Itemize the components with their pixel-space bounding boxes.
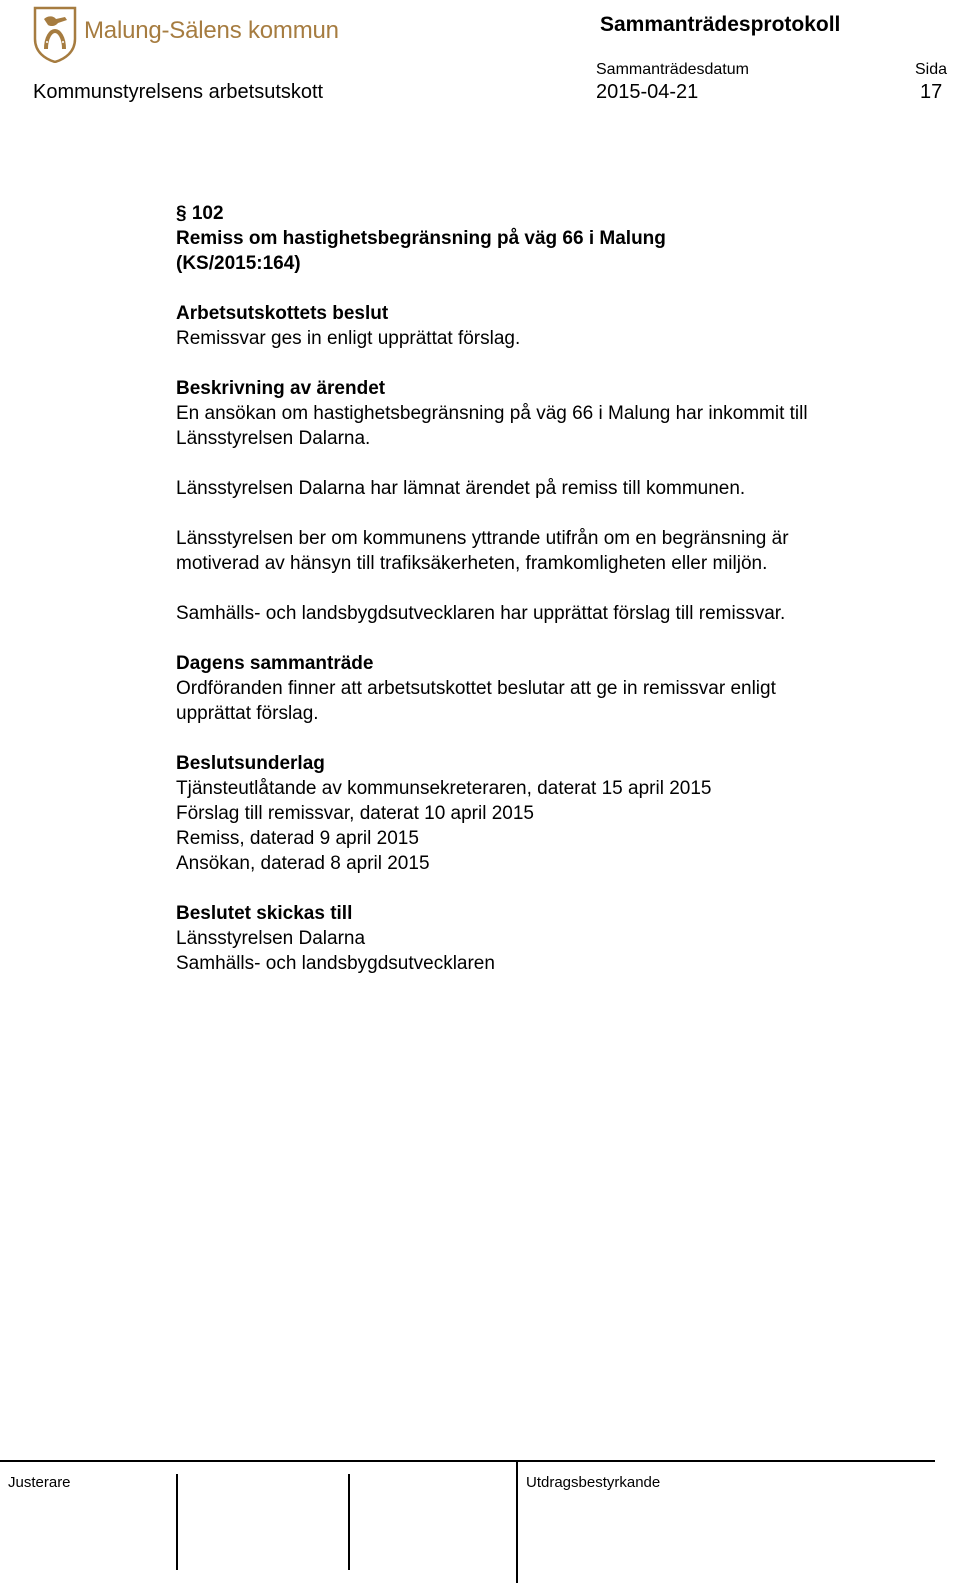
paragraph-number (176, 201, 936, 226)
extract-certification-label: Utdragsbestyrkande (526, 1474, 661, 1491)
meeting-date: 2015-04-21 (596, 81, 699, 103)
signature-footer (0, 1456, 960, 1583)
basis-heading: Beslutsunderlag (176, 753, 325, 774)
description-paragraph: Länsstyrelsen Dalarna har lämnat ärendet på remiss till kommunen. (176, 478, 746, 499)
logo-wordmark: Malung-Sälens kommun (84, 17, 339, 44)
description-line: motiverad av hänsyn till trafiksäkerheten, framkomligheten eller miljön. (176, 553, 768, 574)
section-number: 102 (191, 203, 224, 224)
body-name: Kommunstyrelsens arbetsutskott (33, 81, 324, 103)
minutes-section (176, 201, 936, 976)
description-paragraph: Samhälls- och landsbygdsutvecklaren har upprättat förslag till remissvar. (176, 603, 786, 624)
meeting-line: upprättat förslag. (176, 703, 319, 724)
description-line: En ansökan om hastighetsbegränsning på väg 66 i Malung har inkommit till (176, 403, 808, 424)
municipality-logo (32, 5, 339, 63)
signature-box-divider (176, 1474, 178, 1570)
document-type: Sammanträdesprotokoll (600, 13, 841, 36)
recipient: Länsstyrelsen Dalarna (176, 928, 366, 949)
case-id: (KS/2015:164) (176, 253, 301, 274)
adjuster-label: Justerare (8, 1474, 71, 1491)
meeting-heading: Dagens sammanträde (176, 653, 374, 674)
page-number: 17 (920, 81, 943, 103)
date-label: Sammanträdesdatum (596, 61, 749, 78)
basis-item: Förslag till remissvar, daterat 10 april 2015 (176, 803, 534, 824)
meeting-line: Ordföranden finner att arbetsutskottet beslutar att ge in remissvar enligt (176, 678, 776, 699)
signature-box-divider (348, 1474, 350, 1570)
paragraph-sign: § (176, 203, 187, 224)
coat-of-arms-icon (32, 5, 78, 63)
recipient: Samhälls- och landsbygdsutvecklaren (176, 953, 495, 974)
decision-text: Remissvar ges in enligt upprättat förslag. (176, 328, 521, 349)
decision-heading: Arbetsutskottets beslut (176, 303, 389, 324)
footer-top-rule (0, 1460, 935, 1462)
basis-item: Tjänsteutlåtande av kommunsekreteraren, daterat 15 april 2015 (176, 778, 712, 799)
description-heading: Beskrivning av ärendet (176, 378, 386, 399)
basis-item: Remiss, daterad 9 april 2015 (176, 828, 419, 849)
section-title: Remiss om hastighetsbegränsning på väg 66 i Malung (176, 228, 666, 249)
description-line: Länsstyrelsen Dalarna. (176, 428, 371, 449)
page-label: Sida (915, 61, 948, 78)
sent-to-heading: Beslutet skickas till (176, 903, 353, 924)
basis-item: Ansökan, daterad 8 april 2015 (176, 853, 430, 874)
footer-divider (516, 1460, 518, 1583)
description-line: Länsstyrelsen ber om kommunens yttrande utifrån om en begränsning är (176, 528, 789, 549)
